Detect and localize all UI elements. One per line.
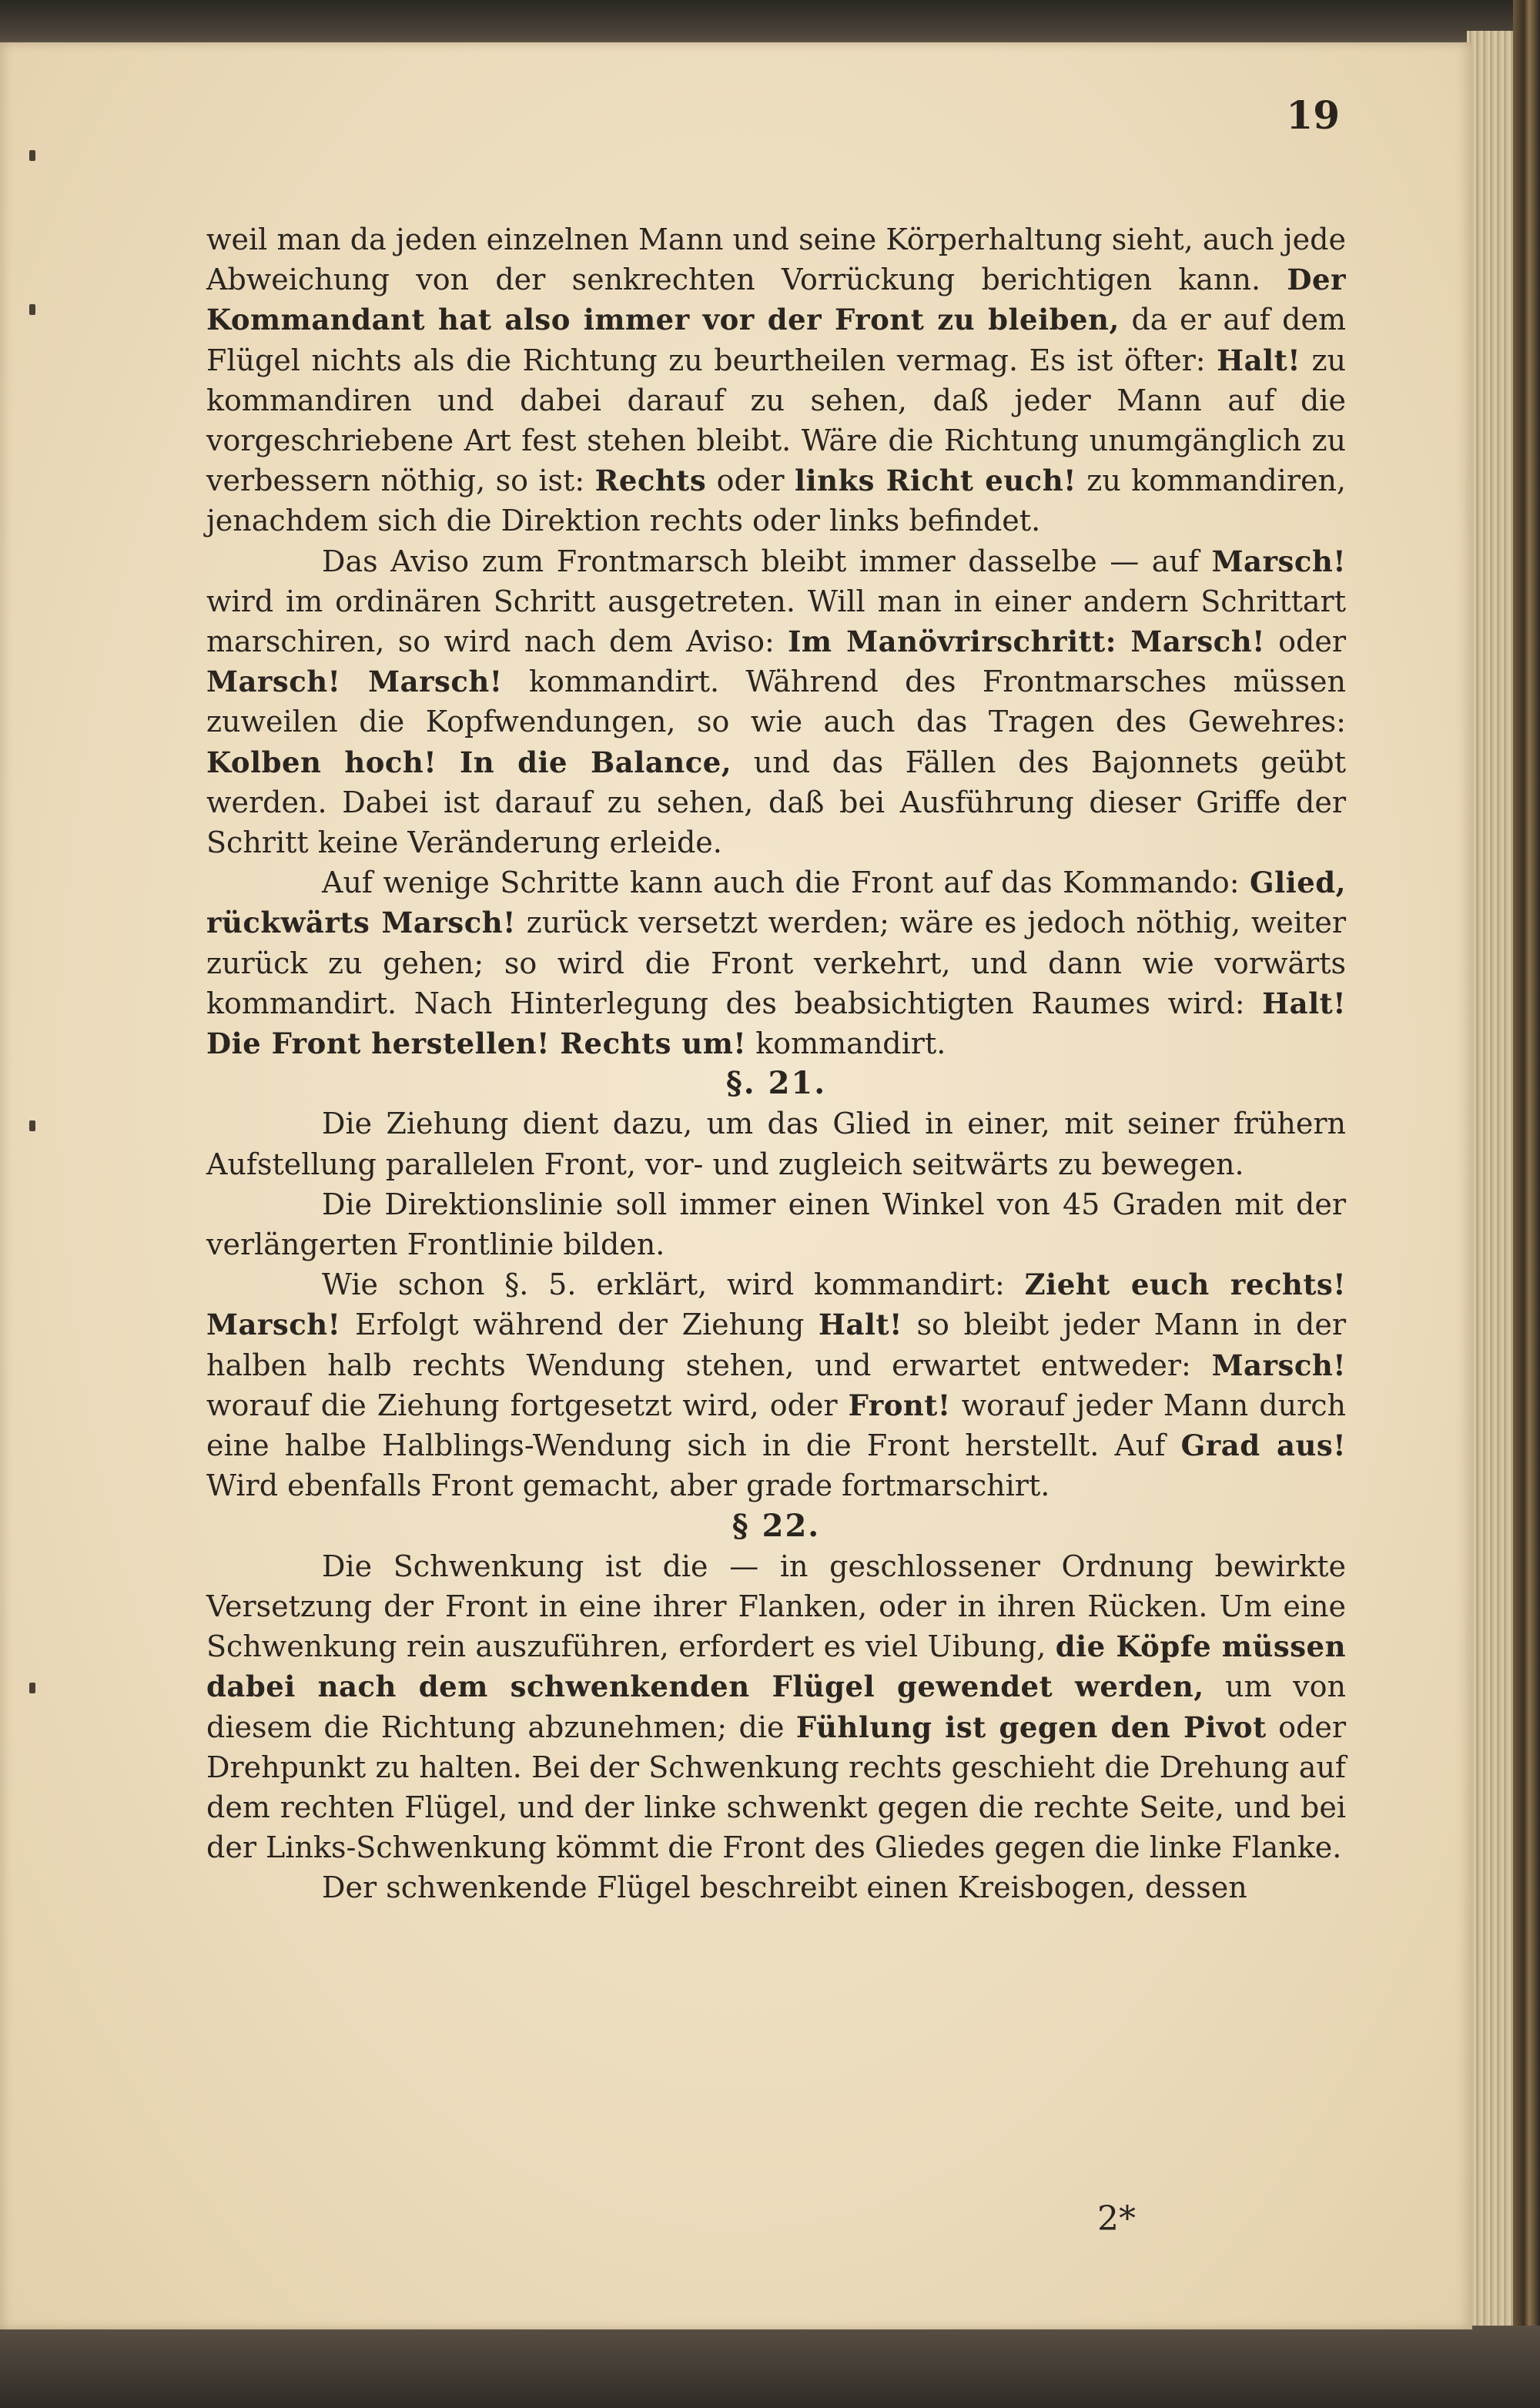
- emphasized-command: Rechts: [594, 464, 707, 498]
- scan-bottom-edge: [0, 2326, 1540, 2408]
- binding-mark: [29, 304, 35, 315]
- emphasized-command: Grad aus!: [1180, 1428, 1346, 1463]
- paragraph: weil man da jeden einzelnen Mann und seine Körperhaltung sieht, auch jede Abweichung von der senkrechten Vorrückung berichtigen kann. Der Kommandant hat also immer vor der Front zu bleiben, da er auf dem Flügel nichts als die Richtung zu beurtheilen vermag. Es ist öfter: Halt! zu kommandiren und dabei darauf zu sehen, daß jeder Mann auf die vorgeschriebene Art fest stehen bleibt. Wäre die Richtung unumgänglich zu verbessern nöthig, so ist: Rechts oder links Richt euch! zu kommandiren, jenachdem sich die Direktion rechts oder links befindet.: [206, 223, 1347, 538]
- emphasized-command: Kolben hoch! In die Balance,: [206, 745, 732, 779]
- section-heading: §. 21.: [725, 1065, 827, 1102]
- body-text: [206, 219, 1346, 1908]
- emphasized-command: Front!: [848, 1388, 951, 1422]
- emphasized-command: Marsch! Marsch!: [206, 665, 503, 699]
- emphasized-command: die Köpfe müssen dabei nach dem schwenkenden Flügel gewendet werden,: [206, 1629, 1346, 1704]
- paragraph: Wie schon §. 5. erklärt, wird kommandirt: Zieht euch rechts! Marsch! Erfolgt während der Ziehung Halt! so bleibt jeder Mann in der halben halb rechts Wendung stehen, und erwartet entweder: Marsch! worauf die Ziehung fortgesetzt wird, oder Front! worauf jeder Mann durch eine halbe Halblings-Wendung sich in die Front herstellt. Auf Grad aus! Wird ebenfalls Front gemacht, aber grade fortmarschirt.: [206, 1268, 1347, 1503]
- emphasized-command: Im Manövrirschritt: Marsch!: [788, 625, 1265, 659]
- emphasized-command: links Richt euch!: [794, 464, 1076, 498]
- signature-mark: 2*: [1097, 2199, 1136, 2239]
- paragraph: Die Direktionslinie soll immer einen Winkel von 45 Graden mit der verlängerten Frontlinie bilden.: [206, 1187, 1346, 1262]
- emphasized-command: Der Kommandant hat also immer vor der Front zu bleiben,: [206, 263, 1346, 337]
- binding-mark: [29, 1120, 35, 1131]
- emphasized-command: Zieht euch rechts! Marsch!: [206, 1268, 1346, 1342]
- page-number: 19: [1286, 92, 1340, 138]
- paragraph: Der schwenkende Flügel beschreibt einen Kreisbogen, dessen: [322, 1870, 1247, 1905]
- emphasized-command: Fühlung ist gegen den Pivot: [795, 1710, 1267, 1744]
- emphasized-command: Marsch!: [1211, 1348, 1346, 1382]
- paragraph: Das Aviso zum Frontmarsch bleibt immer dasselbe — auf Marsch! wird im ordinären Schritt ausgetreten. Will man in einer andern Schrittart marschiren, so wird nach dem Aviso: Im Manövrirschritt: Marsch! oder Marsch! Marsch! kommandirt. Während des Frontmarsches müssen zuweilen die Kopfwendungen, so wie auch das Tragen des Gewehres: Kolben hoch! In die Balance, und das Fällen des Bajonnets geübt werden. Dabei ist darauf zu sehen, daß bei Ausführung dieser Griffe der Schritt keine Veränderung erleide.: [206, 544, 1347, 860]
- binding-mark: [29, 1683, 35, 1693]
- book-cover-edge: [1513, 0, 1540, 2408]
- paragraph: Die Ziehung dient dazu, um das Glied in einer, mit seiner frühern Aufstellung parallelen Front, vor- und zugleich seitwärts zu bewegen.: [206, 1107, 1346, 1181]
- emphasized-command: Halt!: [819, 1308, 902, 1342]
- binding-mark: [29, 150, 35, 161]
- paragraph: Auf wenige Schritte kann auch die Front auf das Kommando: Glied, rückwärts Marsch! zurück versetzt werden; wäre es jedoch nöthig, weiter zurück zu gehen; so wird die Front verkehrt, und dann wie vorwärts kommandirt. Nach Hinterlegung des beabsichtigten Raumes wird: Halt! Die Front herstellen! Rechts um! kommandirt.: [206, 866, 1346, 1061]
- emphasized-command: Glied, rückwärts Marsch!: [206, 866, 1346, 940]
- section-heading: § 22.: [732, 1507, 821, 1544]
- emphasized-command: Halt! Die Front herstellen! Rechts um!: [206, 986, 1346, 1061]
- emphasized-command: Halt!: [1217, 343, 1301, 377]
- paragraph: Die Schwenkung ist die — in geschlossener Ordnung bewirkte Versetzung der Front in eine ihrer Flanken, oder in ihren Rücken. Um eine Schwenkung rein auszuführen, erfordert es viel Uibung, die Köpfe müssen dabei nach dem schwenkenden Flügel gewendet werden, um von diesem die Richtung abzunehmen; die Fühlung ist gegen den Pivot oder Drehpunkt zu halten. Bei der Schwenkung rechts geschieht die Drehung auf dem rechten Flügel, und der linke schwenkt gegen die rechte Seite, und bei der Links-Schwenkung kömmt die Front des Gliedes gegen die linke Flanke.: [206, 1549, 1347, 1865]
- emphasized-command: Marsch!: [1211, 544, 1346, 578]
